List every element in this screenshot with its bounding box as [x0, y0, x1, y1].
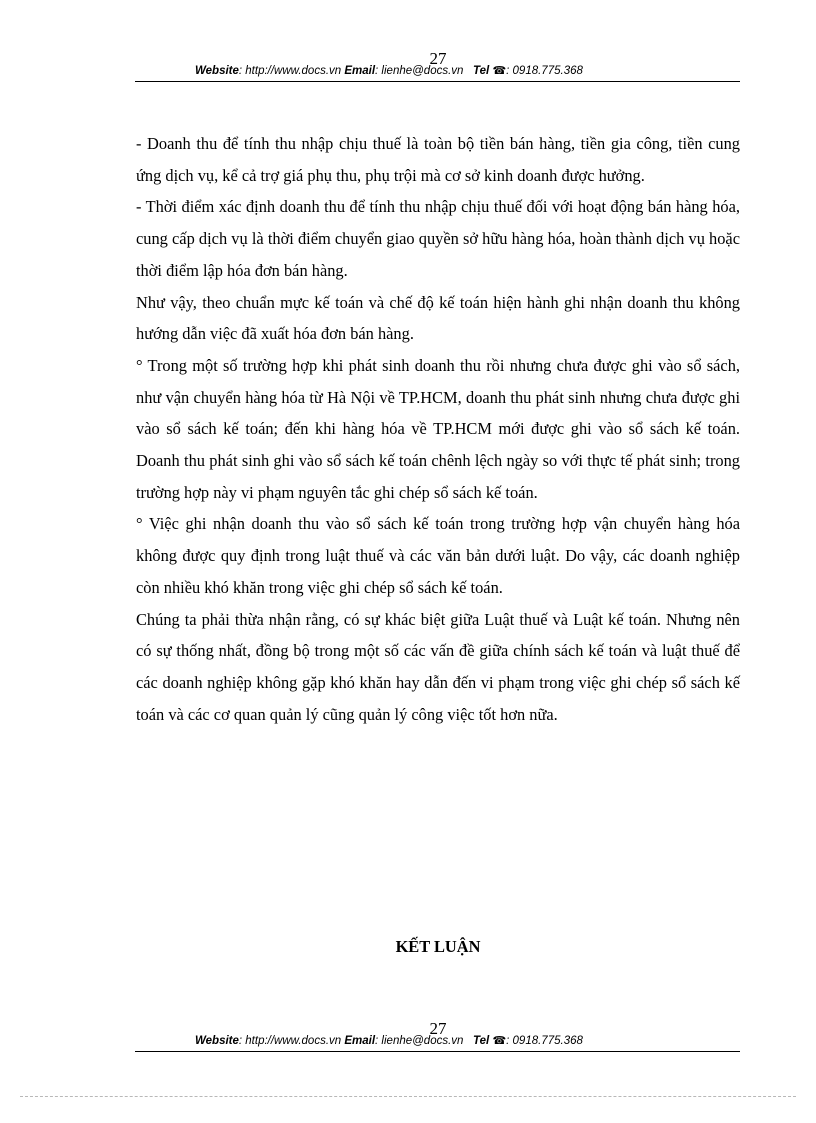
- header-contact-line: [195, 64, 715, 77]
- telephone-icon: ☎: [492, 1035, 507, 1047]
- footer-page-number: 27: [429, 1019, 447, 1038]
- footer-contact-line: [195, 1034, 715, 1047]
- header-website-value: : http://www.docs.vn: [238, 65, 342, 77]
- page-break-dashed-line: [20, 1096, 796, 1097]
- conclusion-heading: KẾT LUẬN: [395, 937, 481, 956]
- header-email-value: : lienhe@docs.vn: [375, 65, 464, 77]
- paragraph-summary: Chúng ta phải thừa nhận rằng, có sự khác biệt giữa Luật thuế và Luật kế toán. Nhưng nên có sự thống nhất, đồng bộ trong một số các vấn đề giữa chính sách kế toán và luật thuế để các doanh nghiệp không gặp khó khăn hay dẫn đến vi phạm trong việc ghi chép sổ sách kế toán và các cơ quan quản lý cũng quản lý công việc tốt hơn nữa.: [136, 609, 740, 724]
- footer-tel-value: : 0918.775.368: [506, 1035, 583, 1047]
- footer-rule: [135, 1051, 740, 1052]
- header-email-label: Email: [344, 65, 376, 77]
- footer-email-label: Email: [344, 1035, 376, 1047]
- header-website-label: Website: [195, 65, 239, 77]
- body-text: [136, 128, 740, 730]
- footer-email-value: : lienhe@docs.vn: [375, 1035, 464, 1047]
- paragraph-revenue-timing: - Thời điểm xác định doanh thu để tính thu nhập chịu thuế đối với hoạt động bán hàng hóa, cung cấp dịch vụ là thời điểm chuyển giao quyền sở hữu hàng hóa, hoàn thành dịch vụ hoặc thời điểm lập hóa đơn bán hàng.: [136, 197, 740, 280]
- paragraph-accounting-standard: Như vậy, theo chuẩn mực kế toán và chế độ kế toán hiện hành ghi nhận doanh thu không hướng dẫn việc đã xuất hóa đơn bán hàng.: [136, 292, 740, 344]
- footer-website-value: : http://www.docs.vn: [238, 1035, 342, 1047]
- telephone-icon: ☎: [492, 65, 507, 77]
- header-tel-label: Tel: [473, 65, 490, 77]
- paragraph-transport-case: ° Trong một số trường hợp khi phát sinh doanh thu rồi nhưng chưa được ghi vào sổ sách, như vận chuyển hàng hóa từ Hà Nội về TP.HCM, doanh thu phát sinh nhưng chưa được ghi vào sổ sách kế toán; đến khi hàng hóa về TP.HCM mới được ghi vào sổ sách kế toán. Doanh thu phát sinh ghi vào sổ sách kế toán chênh lệch ngày so với thực tế phát sinh; trong trường hợp này vi phạm nguyên tắc ghi chép sổ sách kế toán.: [136, 355, 740, 502]
- header-page-number: 27: [429, 49, 447, 68]
- footer-tel-label: Tel: [473, 1035, 490, 1047]
- header-rule: [135, 81, 740, 82]
- paragraph-revenue-definition: - Doanh thu để tính thu nhập chịu thuế là toàn bộ tiền bán hàng, tiền gia công, tiền cung ứng dịch vụ, kể cả trợ giá phụ thu, phụ trội mà cơ sở kinh doanh được hưởng.: [136, 134, 740, 185]
- paragraph-tax-law-gap: ° Việc ghi nhận doanh thu vào sổ sách kế toán trong trường hợp vận chuyển hàng hóa không được quy định trong luật thuế và các văn bản dưới luật. Do vậy, các doanh nghiệp còn nhiều khó khăn trong việc ghi chép sổ sách kế toán.: [136, 514, 740, 597]
- footer-website-label: Website: [195, 1035, 239, 1047]
- header-tel-value: : 0918.775.368: [506, 65, 583, 77]
